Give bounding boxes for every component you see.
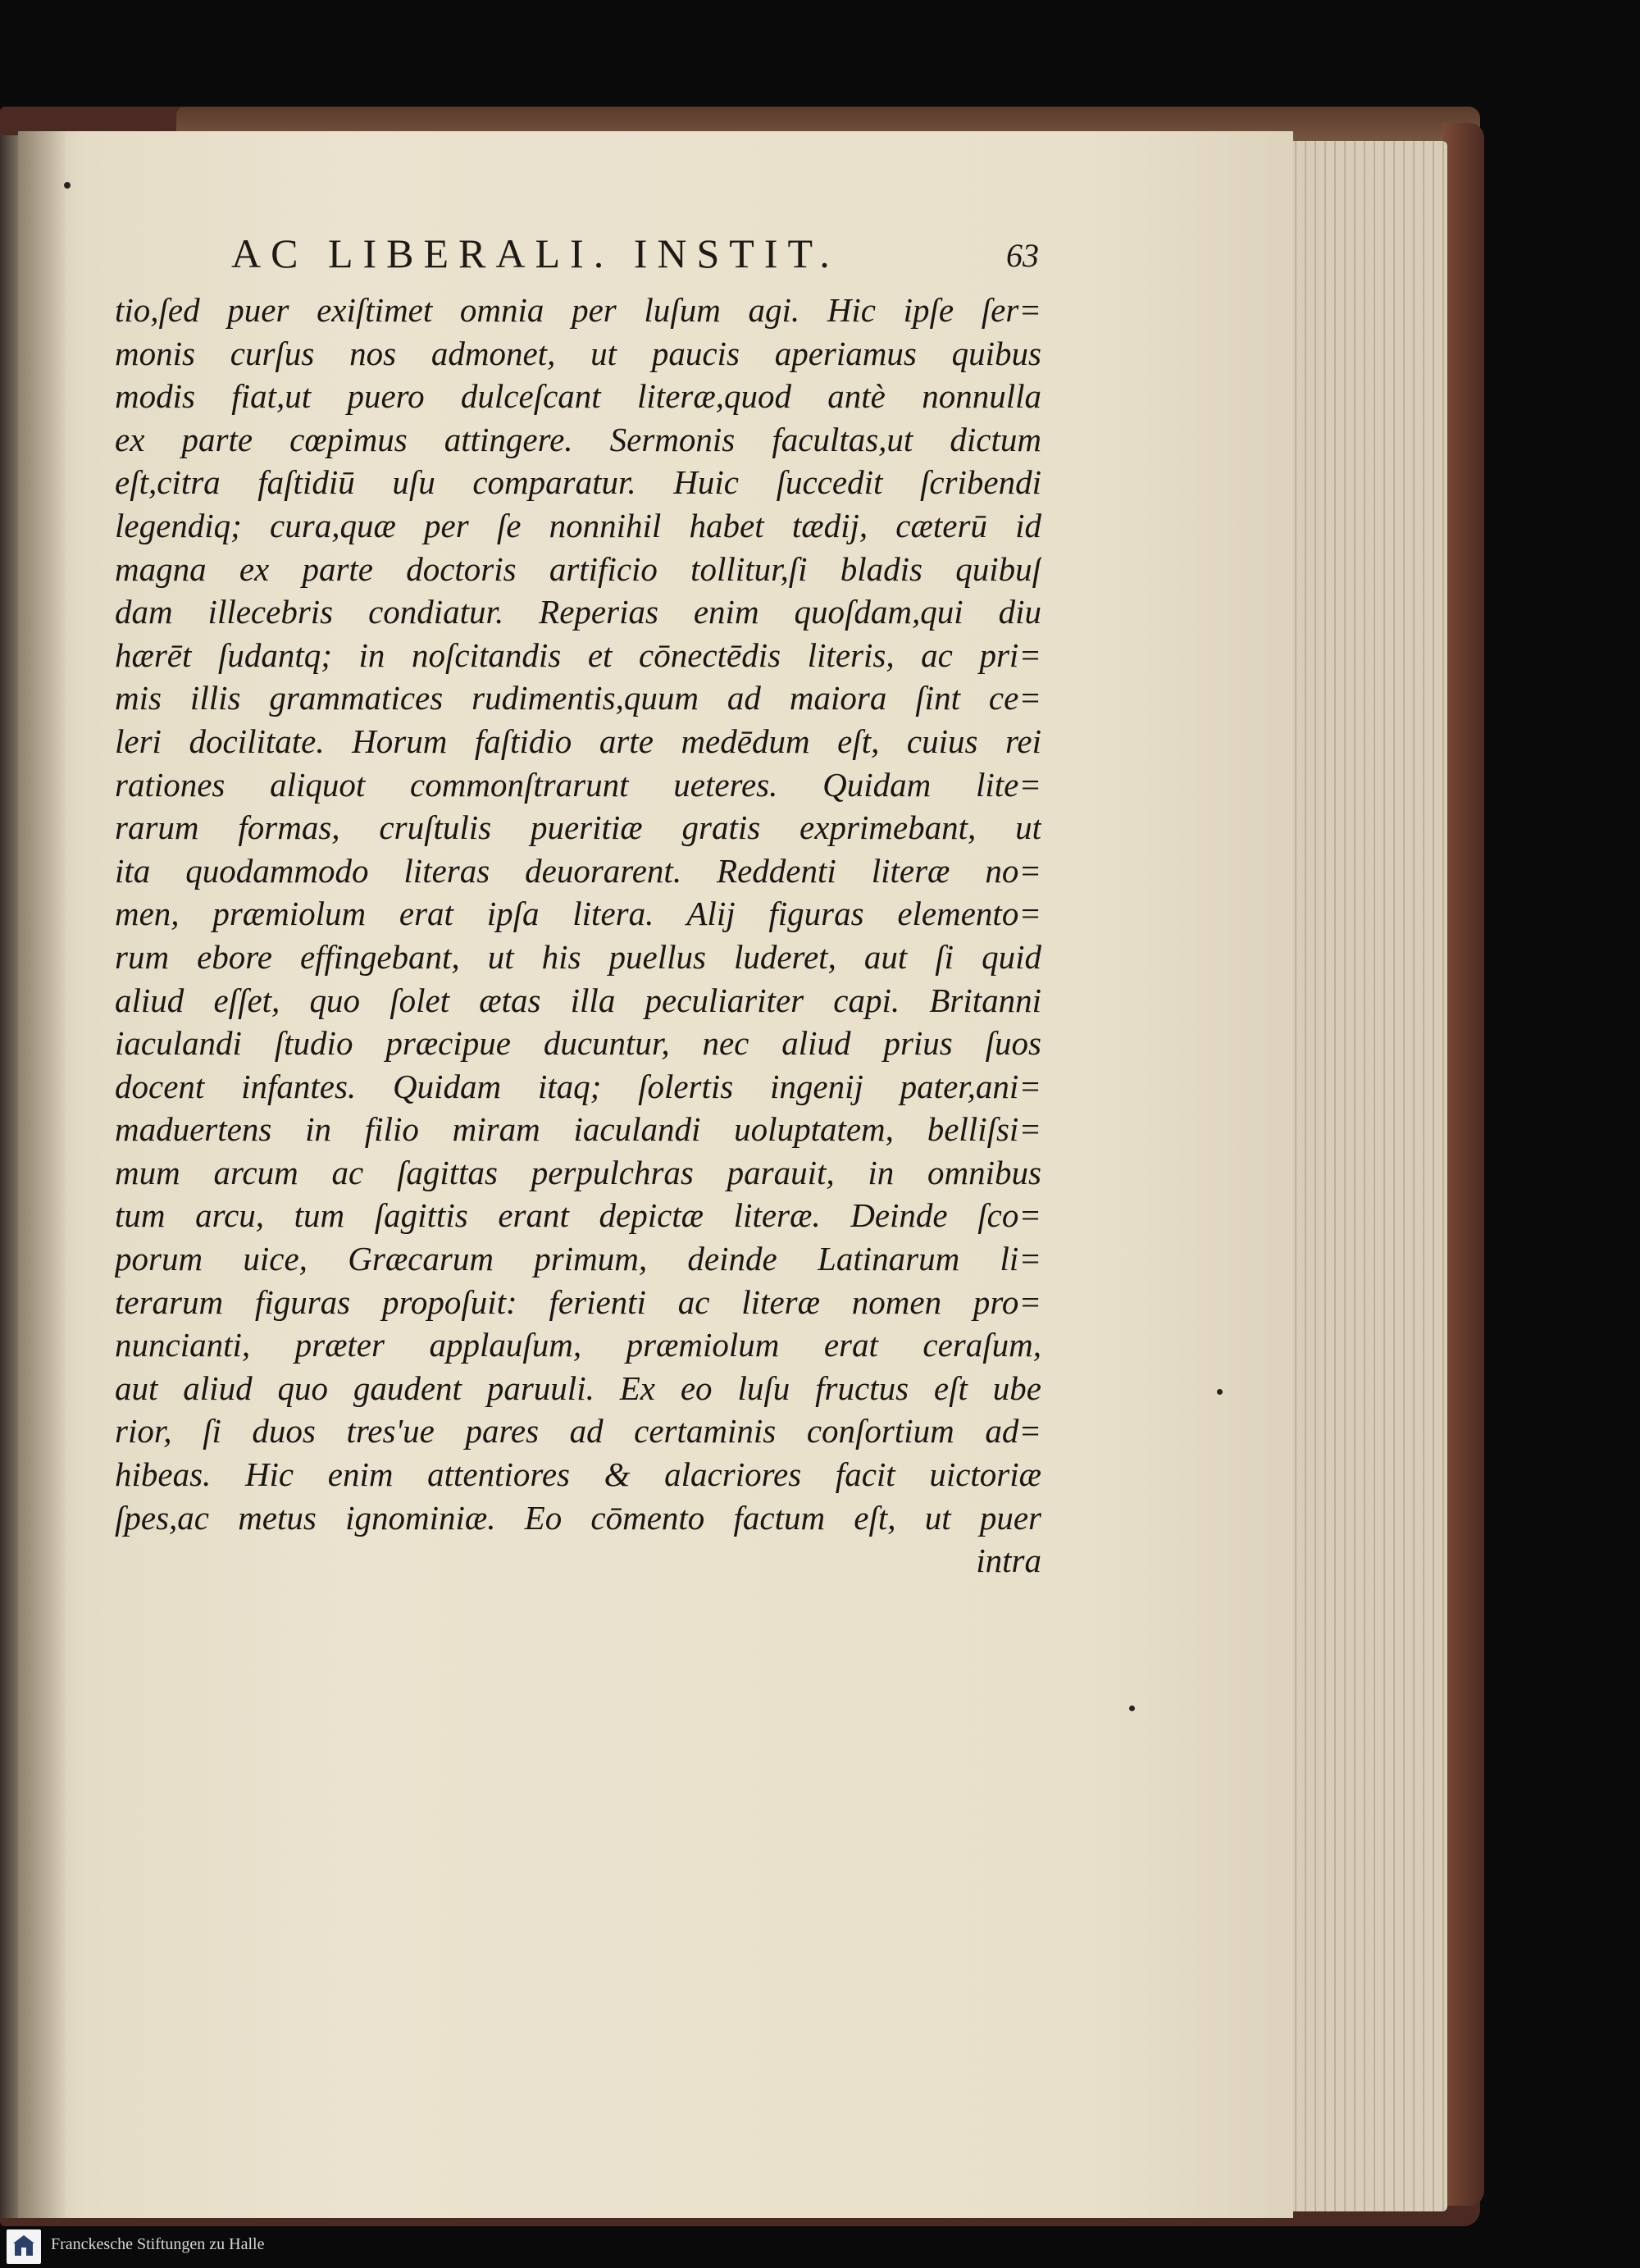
text-line: hærēt ſudantq; in noſcitandis et cōnectēdis literis, ac pri= — [115, 635, 1041, 674]
text-line: ex parte cœpimus attingere. Sermonis facultas,ut dictum — [115, 420, 1041, 458]
book-page — [18, 131, 1293, 2218]
text-line: aut aliud quo gaudent paruuli. Ex eo luſu fructus eſt ube — [115, 1369, 1041, 1407]
running-head: AC LIBERALI. INSTIT. — [231, 230, 840, 276]
text-line: aliud eſſet, quo ſolet ætas illa peculiariter capi. Britanni — [115, 981, 1041, 1019]
text-line: eſt,citra faſtidiū uſu comparatur. Huic ſuccedit ſcribendi — [115, 463, 1041, 502]
page-block-edges — [1287, 141, 1447, 2211]
text-line: hibeas. Hic enim attentiores & alacriores facit uictoriæ — [115, 1455, 1041, 1494]
text-line: rum ebore effingebant, ut his puellus luderet, aut ſi quid — [115, 937, 1041, 976]
text-line: magna ex parte doctoris artificio tollitur,ſi bladis quibuſ — [115, 549, 1041, 588]
text-line: legendiq; cura,quæ per ſe nonnihil habet tædij, cæterū id — [115, 506, 1041, 544]
paper-speck — [1129, 1706, 1135, 1711]
page-number: 63 — [1006, 237, 1039, 274]
text-line: iaculandi ſtudio præcipue ducuntur, nec aliud prius ſuos — [115, 1024, 1041, 1063]
text-line: tio,ſed puer exiſtimet omnia per luſum agi. Hic ipſe ſer= — [115, 291, 1041, 329]
text-line: men, præmiolum erat ipſa litera. Alij figuras elemento= — [115, 895, 1041, 933]
text-line: dam illecebris condiatur. Reperias enim quoſdam,qui diu — [115, 593, 1041, 631]
catchword: intra — [976, 1542, 1041, 1580]
text-line: rationes aliquot commonſtrarunt ueteres. Quidam lite= — [115, 765, 1041, 804]
text-line: monis curſus nos admonet, ut paucis aperiamus quibus — [115, 334, 1041, 372]
text-line: tum arcu, tum ſagittis erant depictæ literæ. Deinde ſco= — [115, 1196, 1041, 1235]
book-cover-fore-edge — [1443, 123, 1484, 2206]
text-line: ſpes,ac metus ignominiæ. Eo cōmento factum eſt, ut puer — [115, 1498, 1041, 1537]
text-line: rior, ſi duos tres'ue pares ad certaminis conſortium ad= — [115, 1412, 1041, 1451]
text-line: maduertens in filio miram iaculandi uoluptatem, belliſsi= — [115, 1110, 1041, 1149]
text-line: docent infantes. Quidam itaq; ſolertis ingenij pater,ani= — [115, 1067, 1041, 1105]
text-line: ita quodammodo literas deuorarent. Reddenti literæ no= — [115, 851, 1041, 890]
text-line: terarum figuras propoſuit: ferienti ac literæ nomen pro= — [115, 1282, 1041, 1321]
paper-speck — [64, 182, 71, 189]
text-line: mum arcum ac ſagittas perpulchras parauit, in omnibus — [115, 1153, 1041, 1191]
text-line: porum uice, Græcarum primum, deinde Latinarum li= — [115, 1240, 1041, 1278]
text-line: modis fiat,ut puero dulceſcant literæ,quod antè nonnulla — [115, 377, 1041, 416]
text-line: nuncianti, præter applauſum, præmiolum erat ceraſum, — [115, 1326, 1041, 1364]
gutter-shadow — [18, 131, 67, 2218]
footer-credit: Franckesche Stiftungen zu Halle — [51, 2235, 265, 2253]
paper-speck — [1217, 1389, 1223, 1395]
body-text — [115, 289, 1041, 1583]
text-line: rarum formas, cruſtulis pueritiæ gratis exprimebant, ut — [115, 808, 1041, 847]
text-line: mis illis grammatices rudimentis,quum ad maiora ſint ce= — [115, 679, 1041, 717]
text-line: leri docilitate. Horum faſtidio arte medēdum eſt, cuius rei — [115, 722, 1041, 760]
institution-logo-icon — [7, 2229, 41, 2264]
